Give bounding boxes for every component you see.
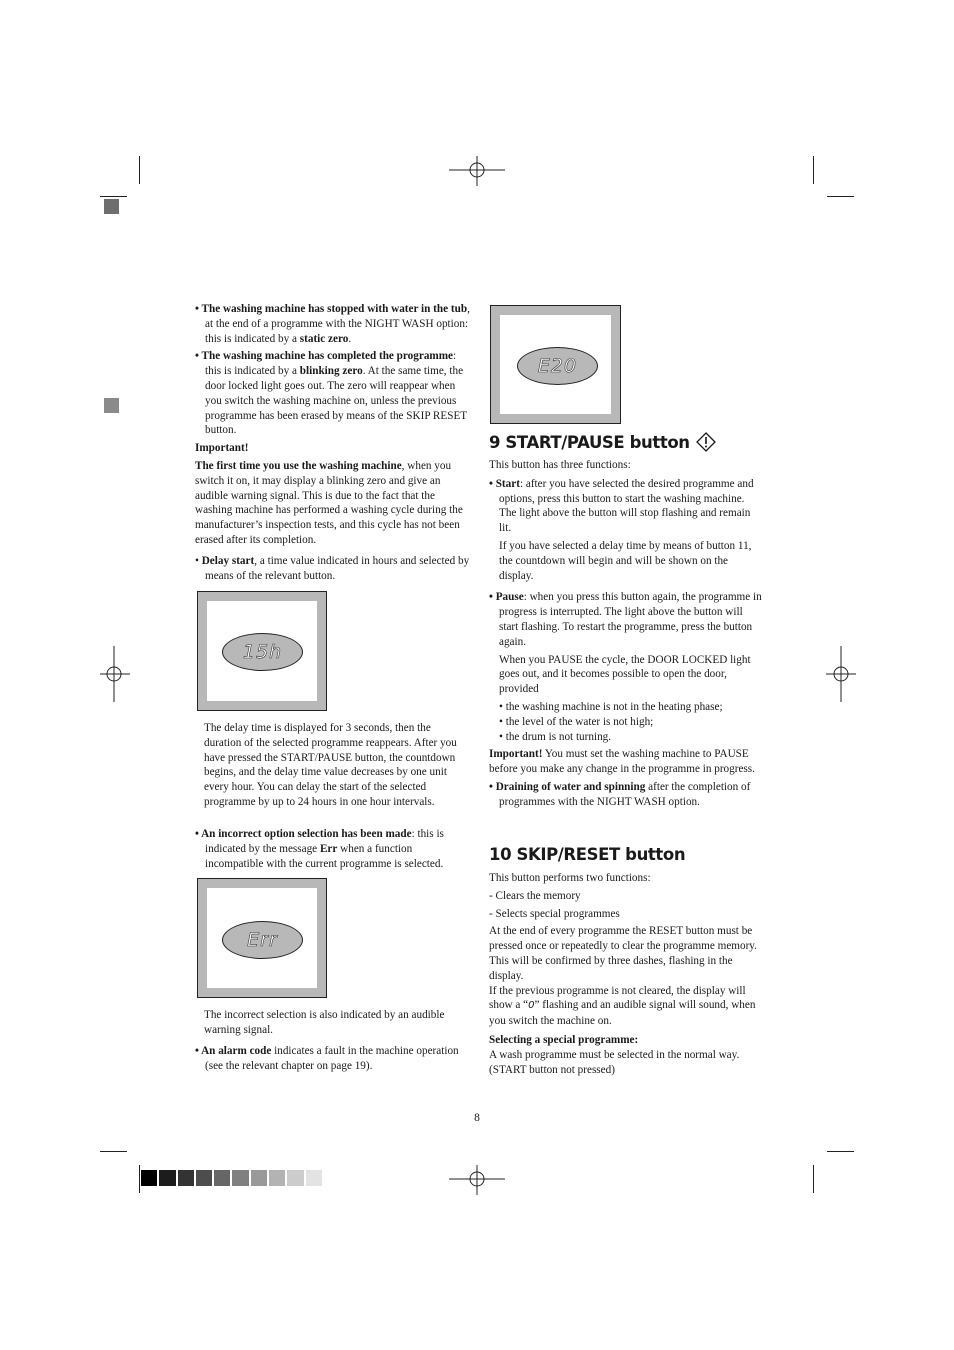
pause-paragraph: When you PAUSE the cycle, the DOOR LOCKED light goes out, and it becomes possible to open the door, provided	[499, 653, 751, 696]
display-readout: Err	[247, 929, 278, 951]
left-column	[195, 302, 470, 583]
color-calibration-bar	[141, 1170, 322, 1186]
condition-item: • the washing machine is not in the heating phase;	[499, 700, 723, 713]
display-readout: E20	[537, 355, 578, 377]
alarm-code-bullet: • An alarm code indicates a fault in the machine operation (see the relevant chapter on page 19).	[195, 1045, 459, 1072]
crop-mark	[813, 1165, 814, 1193]
skip-reset-paragraph: At the end of every programme the RESET button must be pressed once or repeatedly to clear the programme memory. This will be confirmed by three dashes, flashing in the display.	[489, 925, 757, 982]
important-paragraph: Important! You must set the washing machine to PAUSE before you make any change in the programme in progress.	[489, 748, 755, 776]
crop-mark	[100, 1151, 127, 1152]
incorrect-selection-bullet: • An incorrect option selection has been made: this is indicated by the message Err when a function incompatible with the current programme is selected.	[195, 828, 444, 870]
selecting-paragraph: A wash programme must be selected in the normal way. (START button not pressed)	[489, 1048, 740, 1076]
right-column	[489, 458, 764, 810]
crop-mark	[139, 156, 140, 184]
crop-mark	[827, 1151, 854, 1152]
condition-item: • the drum is not turning.	[499, 730, 612, 743]
condition-item: • the level of the water is not high;	[499, 715, 654, 728]
skip-reset-section	[489, 871, 764, 1077]
crop-mark	[139, 1165, 140, 1193]
skip-reset-item: - Clears the memory	[489, 889, 581, 902]
start-pause-icon	[696, 432, 716, 452]
display-readout: 15h	[242, 641, 283, 663]
delay-start-bullet: • Delay start, a time value indicated in hours and selected by means of the relevant button.	[195, 554, 470, 582]
pause-bullet: • Pause: when you press this button again, the programme in progress is interrupted. The light above the button will start flashing. To restart the programme, press the button again.	[489, 591, 762, 648]
registration-square	[104, 398, 119, 413]
status-bullet-completed: • The washing machine has completed the programme: this is indicated by a blinking zero. At the same time, the door locked light goes out. The zero will reappear when you switch the washing machine on, unless the previous programme has been erased by means of the SKIP RESET button.	[195, 350, 467, 437]
display-illustration-e20	[490, 305, 621, 424]
registration-target-icon	[826, 646, 856, 702]
registration-target-icon	[449, 156, 505, 186]
important-label: Important!	[195, 442, 249, 455]
skip-reset-item: - Selects special programmes	[489, 907, 620, 920]
registration-square	[104, 199, 119, 214]
status-bullet-stopped: • The washing machine has stopped with water in the tub, at the end of a programme with the NIGHT WASH option: this is indicated by a static zero.	[195, 303, 470, 345]
display-illustration-err	[197, 878, 327, 998]
page-number: 8	[474, 1112, 480, 1124]
selecting-heading: Selecting a special programme:	[489, 1033, 639, 1046]
crop-mark	[813, 156, 814, 184]
registration-target-icon	[100, 646, 130, 702]
registration-target-icon	[449, 1165, 505, 1195]
start-delay-paragraph: If you have selected a delay time by means of button 11, the countdown will begin and will be shown on the display.	[499, 539, 752, 582]
crop-mark	[100, 196, 127, 197]
skip-reset-paragraph: If the previous programme is not cleared, the display will show a “0” flashing and an audible signal will sound, when you switch the machine on.	[489, 984, 756, 1028]
display-illustration-delay	[197, 591, 327, 711]
crop-mark	[827, 196, 854, 197]
draining-bullet: • Draining of water and spinning after the completion of programmes with the NIGHT WASH option.	[489, 780, 751, 808]
start-pause-intro: This button has three functions:	[489, 459, 631, 471]
skip-reset-heading: 10 SKIP/RESET button	[489, 845, 686, 864]
first-time-paragraph: The first time you use the washing machine, when you switch it on, it may display a blinking zero and give an audible warning signal. This is due to the fact that the washing machine has performed a washing cycle during the manufacturer’s inspection tests, and this cycle has not been erased after its completion.	[195, 459, 463, 546]
skip-reset-intro: This button performs two functions:	[489, 872, 651, 884]
start-pause-heading: 9 START/PAUSE button	[489, 432, 716, 452]
incorrect-explanation: The incorrect selection is also indicated by an audible warning signal.	[204, 1009, 445, 1036]
delay-explanation: The delay time is displayed for 3 seconds, then the duration of the selected programme reappears. After you have pressed the START/PAUSE button, the countdown begins, and the delay time value decreases by one unit every hour. You can delay the start of the selected programme by up to 24 hours in one hour intervals.	[204, 722, 457, 808]
start-bullet: • Start: after you have selected the desired programme and options, press this button to start the washing machine. The light above the button will stop flashing and remain lit.	[489, 477, 754, 535]
